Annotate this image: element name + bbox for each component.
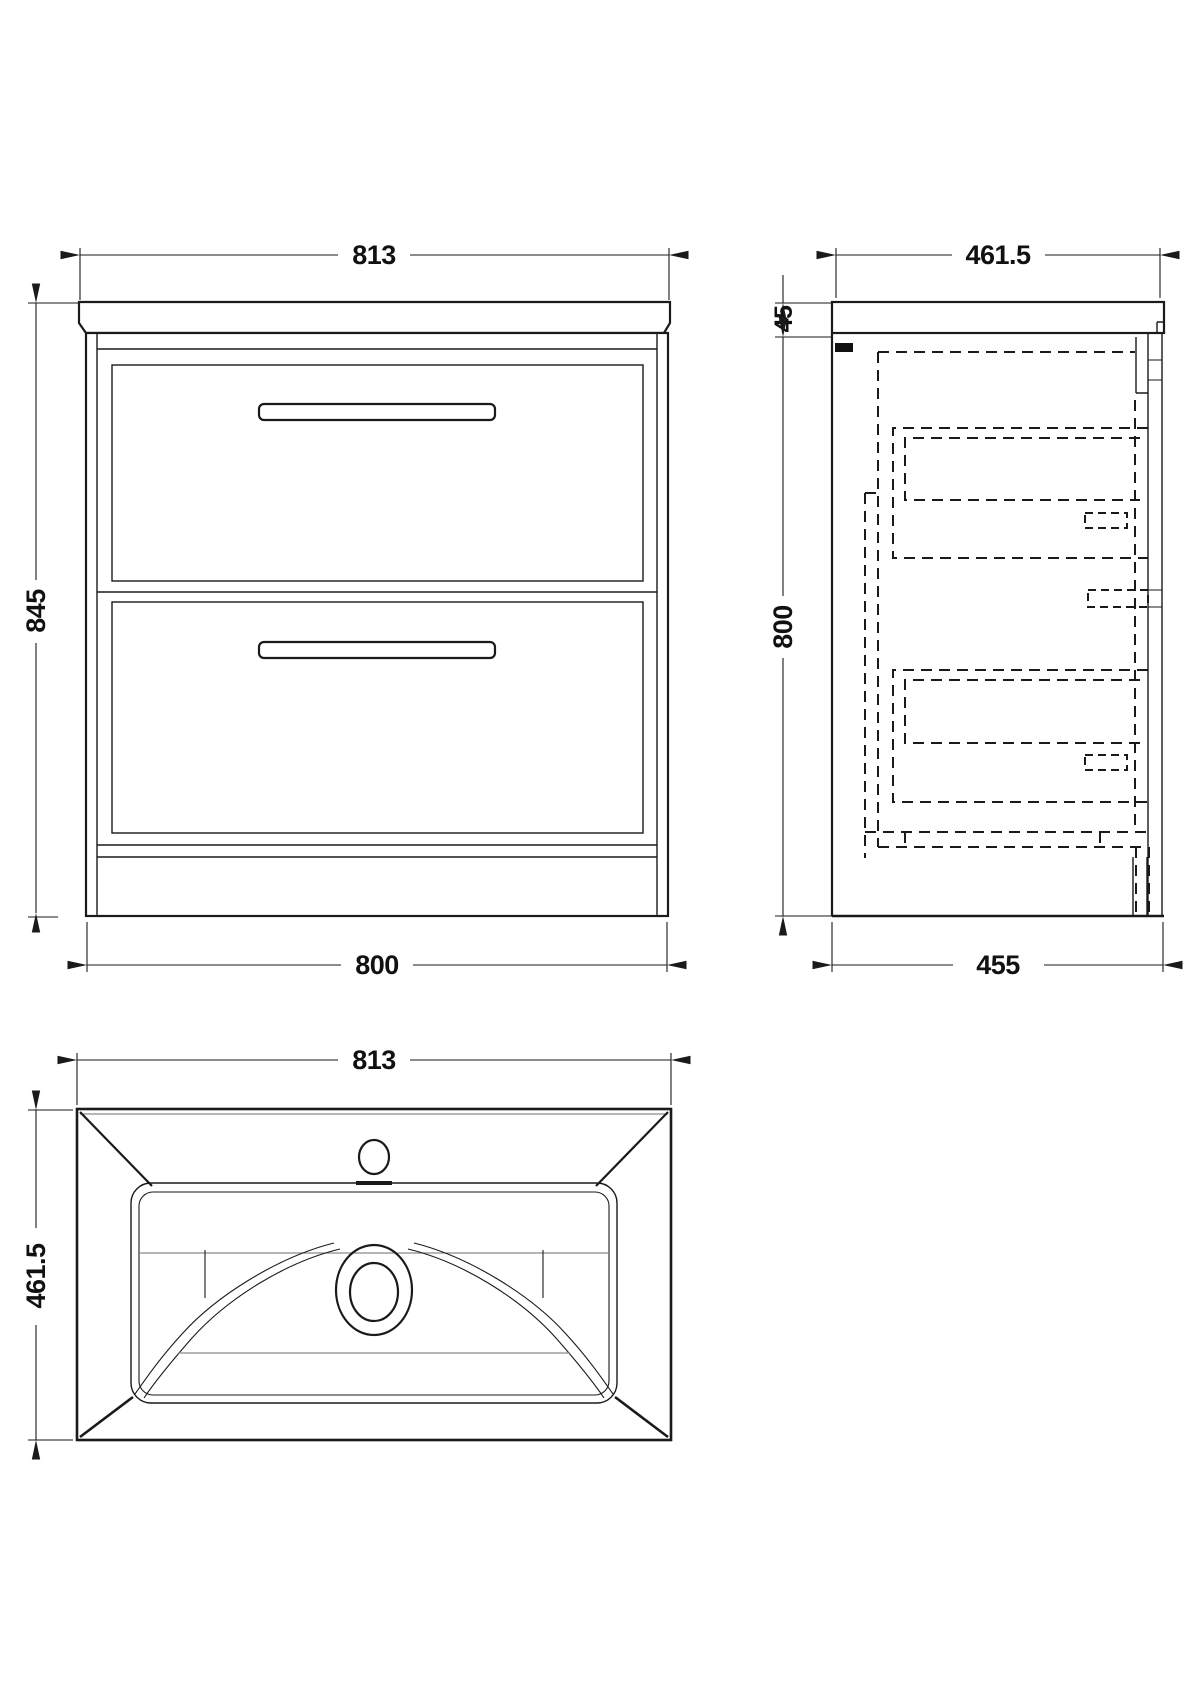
front-dim-width-bottom bbox=[87, 922, 667, 980]
basin-depth-label: 461.5 bbox=[21, 1243, 51, 1309]
side-mid-bracket-front bbox=[1148, 590, 1162, 607]
front-drawer-1-handle bbox=[259, 404, 495, 420]
side-hidden-carcass bbox=[865, 352, 1149, 916]
side-dim-cabinet-height bbox=[768, 337, 833, 916]
front-elevation-view bbox=[21, 240, 670, 980]
side-dim-depth-top bbox=[836, 240, 1160, 298]
side-front-rebate bbox=[1148, 360, 1162, 380]
front-dim-width-top bbox=[80, 240, 669, 300]
side-dim-worktop-height bbox=[770, 275, 833, 337]
side-depth-top-label: 461.5 bbox=[965, 240, 1031, 270]
front-worktop bbox=[79, 302, 670, 333]
side-drawer-2-runner bbox=[1085, 755, 1127, 770]
front-drawer-2-handle bbox=[259, 642, 495, 658]
side-dim-depth-bottom bbox=[832, 922, 1163, 980]
waste-hole-inner bbox=[350, 1263, 398, 1321]
side-drawer-1-runner bbox=[1085, 513, 1127, 528]
side-fixing-clip bbox=[835, 343, 853, 352]
side-depth-bottom-label: 455 bbox=[976, 950, 1020, 980]
side-cabinet-height-label: 800 bbox=[768, 605, 798, 649]
side-mid-bracket bbox=[1088, 590, 1148, 607]
front-height-label: 845 bbox=[21, 589, 51, 633]
basin-dim-depth bbox=[21, 1110, 73, 1440]
side-worktop-height-label: 45 bbox=[770, 305, 798, 333]
side-hidden-drawer-1 bbox=[893, 428, 1148, 558]
side-hidden-drawer-2 bbox=[893, 670, 1148, 802]
tap-hole bbox=[359, 1140, 389, 1174]
front-width-bottom-label: 800 bbox=[355, 950, 399, 980]
front-dim-height bbox=[21, 303, 78, 917]
side-worktop bbox=[832, 302, 1164, 333]
front-width-top-label: 813 bbox=[352, 240, 396, 270]
side-front-top-step bbox=[1136, 337, 1148, 393]
basin-width-label: 813 bbox=[352, 1045, 396, 1075]
basin-dim-width bbox=[77, 1045, 671, 1105]
basin-plan-view bbox=[21, 1045, 671, 1440]
side-elevation-view bbox=[768, 240, 1164, 980]
